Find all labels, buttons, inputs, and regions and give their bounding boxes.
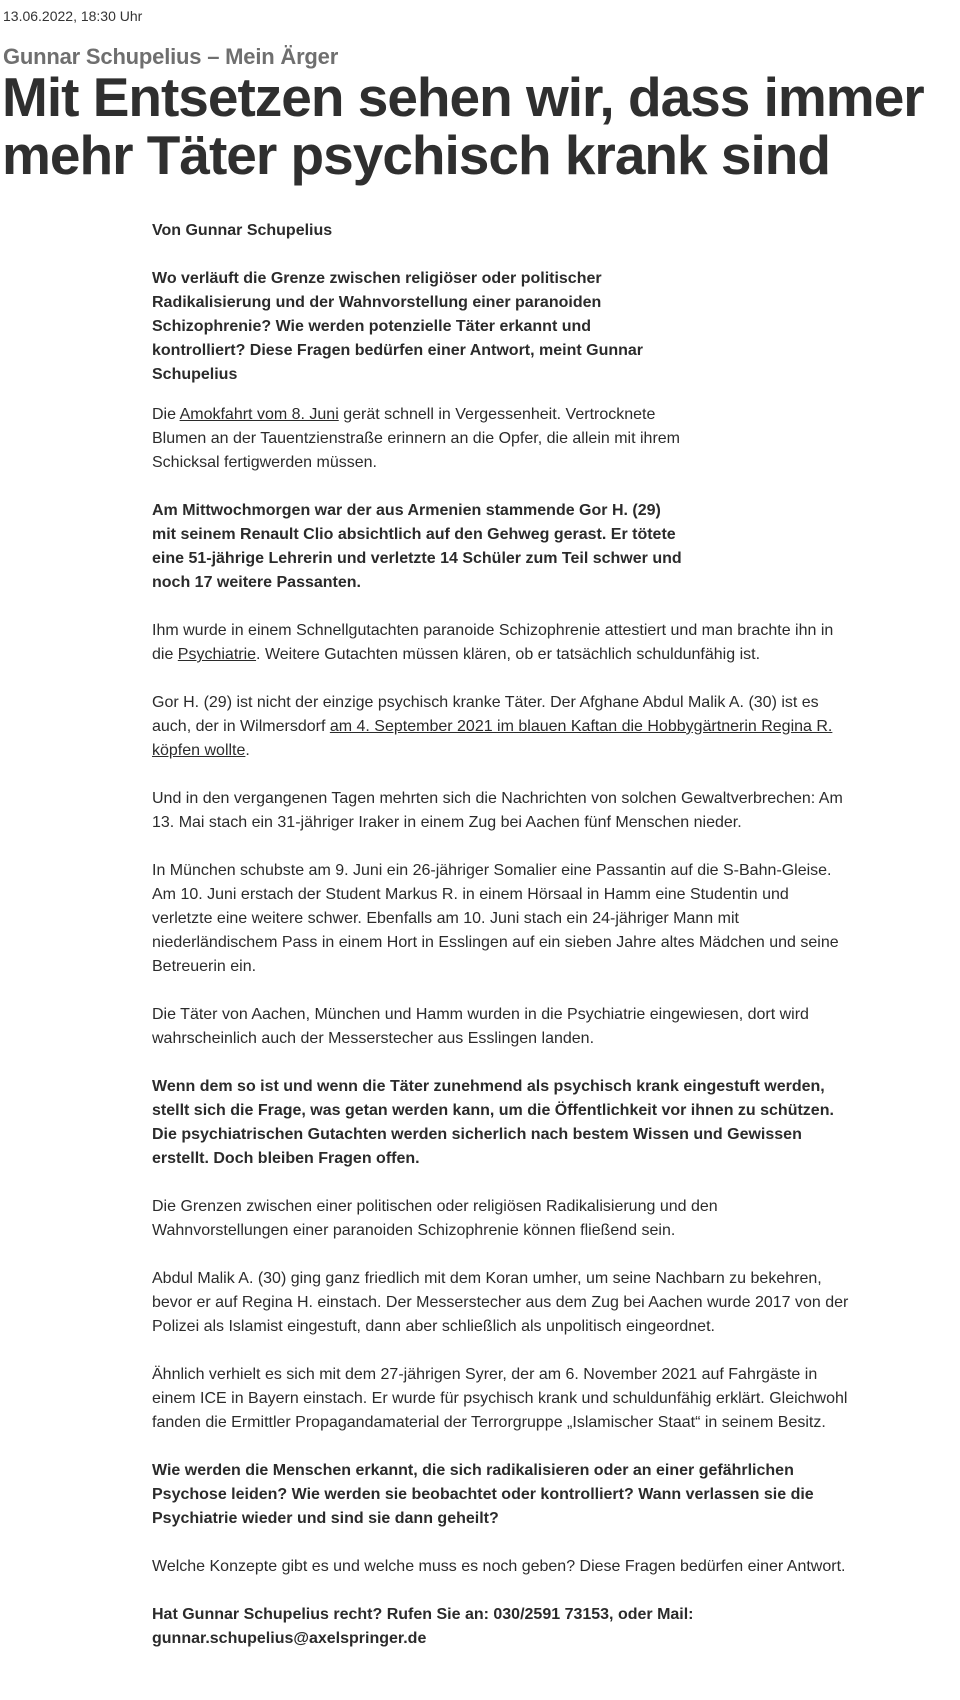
paragraph-1-post: gerät schnell in Vergessenheit. Vertrocknete Blumen an der Tauentzienstraße erinnern an die Opfer, die allein mit ihrem Schicksal fertigwerden müssen. bbox=[152, 406, 680, 471]
paragraph-5: Und in den vergangenen Tagen mehrten sich die Nachrichten von solchen Gewaltverbrechen: Am 13. Mai stach ein 31-jähriger Iraker in einem Zug bei Aachen fünf Menschen nieder. bbox=[152, 790, 843, 831]
article-teaser: Wo verläuft die Grenze zwischen religiöser oder politischer Radikalisierung und der Wahnvorstellung einer paranoiden Schizophrenie? Wie werden potenzielle Täter erkannt und kontrolliert? Diese Fragen bedürfen einer Antwort, meint Gunnar Schupelius bbox=[152, 270, 644, 383]
paragraph-10: Abdul Malik A. (30) ging ganz friedlich mit dem Koran umher, um seine Nachbarn zu bekehren, bevor er auf Regina H. einstach. Der Messerstecher aus dem Zug bei Aachen wurde 2017 von der Polizei als Islamist eingestuft, dann aber schließlich als unpolitisch eingeordnet. bbox=[152, 1270, 849, 1335]
paragraph-11: Ähnlich verhielt es sich mit dem 27-jährigen Syrer, der am 6. November 2021 auf Fahrgäste in einem ICE in Bayern einstach. Er wurde für psychisch krank und schuldunfähig erklärt. Gleichwohl fanden die Ermittler Propagandamaterial der Terrorgruppe „Islamischer Staat“ in seinem Besitz. bbox=[152, 1366, 848, 1431]
paragraph-4-pre: Gor H. (29) ist nicht der einzige psychisch kranke Täter. Der Afghane Abdul Malik A. (30) ist es auch, der in Wilmersdorf bbox=[152, 694, 819, 735]
article-timestamp: 13.06.2022, 18:30 Uhr bbox=[3, 8, 143, 24]
paragraph-1 bbox=[152, 403, 682, 475]
paragraph-4 bbox=[152, 691, 852, 763]
paragraph-3-pre: Ihm wurde in einem Schnellgutachten paranoide Schizophrenie attestiert und man brachte ihn in die bbox=[152, 622, 834, 663]
paragraph-13: Welche Konzepte gibt es und welche muss es noch geben? Diese Fragen bedürfen einer Antwort. bbox=[152, 1558, 846, 1575]
psychiatrie-link[interactable]: Psychiatrie bbox=[177, 646, 257, 663]
article-byline: Von Gunnar Schupelius bbox=[152, 222, 333, 239]
paragraph-4-post: . bbox=[245, 742, 250, 759]
paragraph-3-post: . Weitere Gutachten müssen klären, ob er tatsächlich schuldunfähig ist. bbox=[256, 646, 761, 663]
article-kicker: Gunnar Schupelius – Mein Ärger bbox=[3, 44, 339, 69]
paragraph-3 bbox=[152, 619, 852, 667]
paragraph-7: Die Täter von Aachen, München und Hamm wurden in die Psychiatrie eingewiesen, dort wird wahrscheinlich auch der Messerstecher aus Esslingen landen. bbox=[152, 1006, 809, 1047]
kaftan-attack-link[interactable]: am 4. September 2021 im blauen Kaftan die Hobbygärtnerin Regina R. köpfen wollte bbox=[152, 718, 833, 759]
paragraph-2: Am Mittwochmorgen war der aus Armenien stammende Gor H. (29) mit seinem Renault Clio absichtlich auf den Gehweg gerast. Er tötete eine 51-jährige Lehrerin und verletzte 14 Schüler zum Teil schwer und noch 17 weitere Passanten. bbox=[152, 502, 682, 591]
paragraph-1-pre: Die bbox=[152, 406, 180, 423]
paragraph-12: Wie werden die Menschen erkannt, die sich radikalisieren oder an einer gefährlichen Psychose leiden? Wie werden sie beobachtet oder kontrolliert? Wann verlassen sie die Psychiatrie wieder und sind sie dann geheilt? bbox=[152, 1462, 814, 1527]
paragraph-8: Wenn dem so ist und wenn die Täter zunehmend als psychisch krank eingestuft werden, stellt sich die Frage, was getan werden kann, um die Öffentlichkeit vor ihnen zu schützen. Die psychiatrischen Gutachten werden sicherlich nach bestem Wissen und Gewissen erstellt. Doch bleiben Fragen offen. bbox=[152, 1078, 834, 1167]
paragraph-9: Die Grenzen zwischen einer politischen oder religiösen Radikalisierung und den Wahnvorstellungen einer paranoiden Schizophrenie können fließend sein. bbox=[152, 1198, 718, 1239]
article-headline: Mit Entsetzen sehen wir, dass immer mehr Täter psychisch krank sind bbox=[2, 66, 924, 186]
article-body bbox=[152, 219, 852, 1675]
paragraph-6: In München schubste am 9. Juni ein 26-jähriger Somalier eine Passantin auf die S-Bahn-Gleise. Am 10. Juni erstach der Student Markus R. in einem Hörsaal in Hamm eine Studentin und verletzte eine weitere schwer. Ebenfalls am 10. Juni stach ein 24-jähriger Mann mit niederländischem Pass in einem Hort in Esslingen auf ein sieben Jahre altes Mädchen und seine Betreuerin ein. bbox=[152, 862, 839, 975]
contact-paragraph: Hat Gunnar Schupelius recht? Rufen Sie an: 030/2591 73153, oder Mail: gunnar.schupelius@axelspringer.de bbox=[152, 1606, 694, 1647]
amokfahrt-link[interactable]: Amokfahrt vom 8. Juni bbox=[179, 406, 339, 423]
